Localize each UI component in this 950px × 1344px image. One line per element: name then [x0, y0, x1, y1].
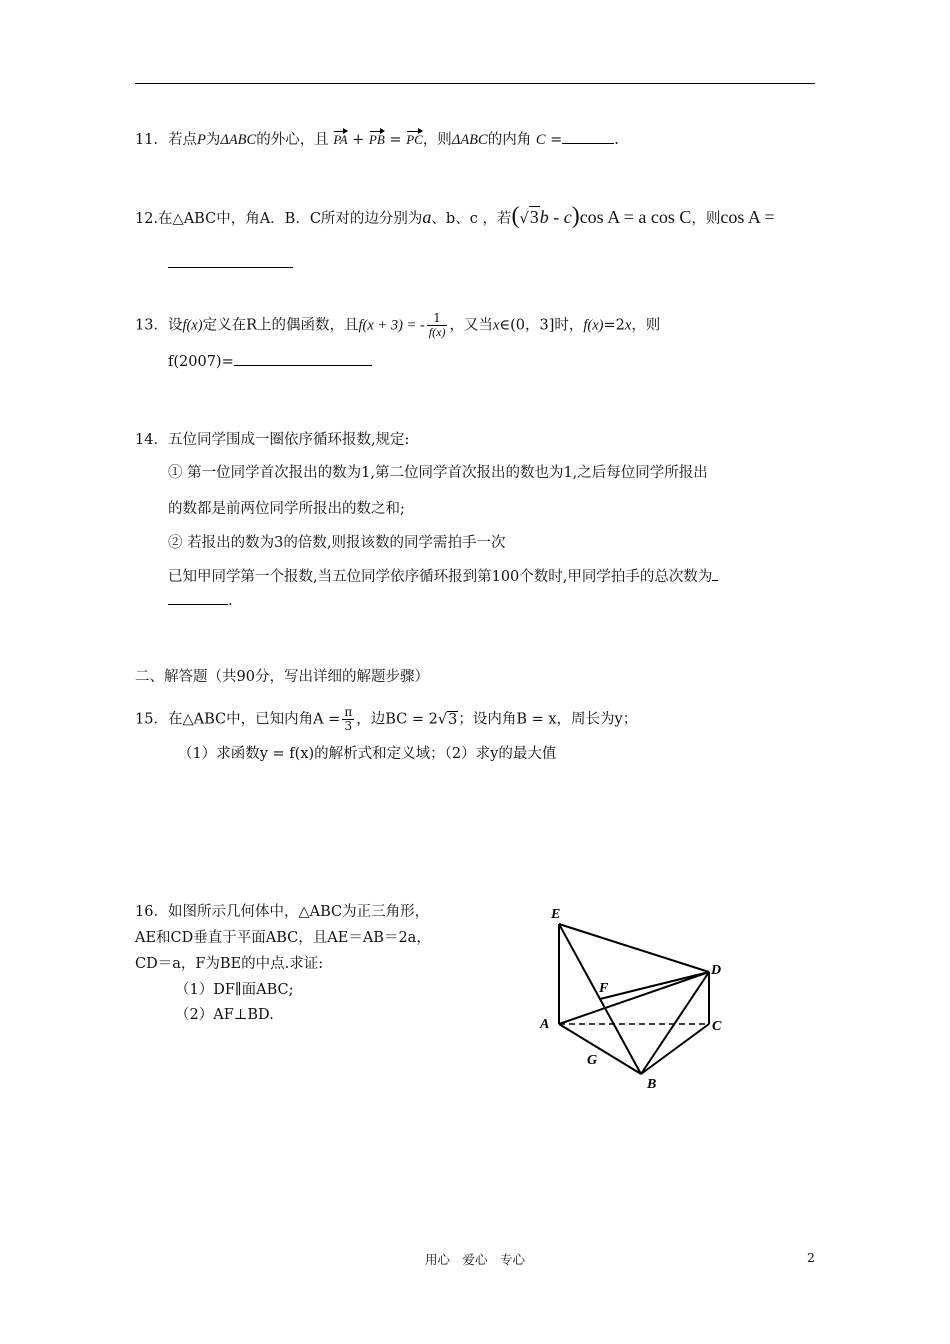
- q14-answer-line: .: [168, 592, 233, 609]
- label-g: G: [587, 1053, 598, 1068]
- vector-pa: PA: [333, 129, 347, 148]
- vector-pb: PB: [369, 129, 385, 148]
- answer-blank-13[interactable]: [234, 353, 372, 366]
- label-e: E: [551, 907, 561, 922]
- q14-rule-1-cont: 的数都是前两位同学所报出的数之和;: [168, 501, 405, 517]
- q14-question: 已知甲同学第一个报数,当五位同学依序循环报到第100个数时,甲同学拍手的总次数为: [168, 565, 718, 586]
- label-b: B: [647, 1077, 657, 1092]
- question-12: 12.在△ABC中，角A．B．C所对的边分别为a、b、c ，若(√3b - c)cos A = a cos C，则cos A =: [135, 203, 775, 229]
- answer-blank-11[interactable]: [562, 131, 614, 144]
- figure-edges: [559, 924, 709, 1074]
- header-rule: [135, 83, 815, 84]
- q16-proof-2: （2）AF⊥BD.: [175, 1007, 274, 1023]
- q14-rule-2: ② 若报出的数为3的倍数,则报该数的同学需拍手一次: [168, 535, 506, 551]
- q14-rule-1: ① 第一位同学首次报出的数为1,第二位同学首次报出的数也为1,之后每位同学所报出: [168, 465, 708, 481]
- question-14: 14．五位同学围成一圈依序循环报数,规定:: [135, 432, 410, 448]
- footer-motto: 用心 爱心 专心: [424, 1252, 525, 1267]
- label-d: D: [711, 963, 722, 978]
- page-number: 2: [807, 1250, 815, 1265]
- answer-blank-12[interactable]: [168, 255, 293, 268]
- q16-line-3: CD＝a，F为BE的中点.求证:: [135, 956, 324, 972]
- geometry-figure: [535, 900, 735, 1095]
- label-a: A: [540, 1017, 550, 1032]
- question-16: 16．如图所示几何体中，△ABC为正三角形，: [135, 904, 430, 920]
- q13-fraction: $\frac{1}{f(x)}$: [428, 311, 446, 339]
- answer-blank-14[interactable]: [168, 592, 228, 605]
- vector-pc: PC: [406, 129, 423, 148]
- q12-condition-formula: cos A = a cos C: [579, 207, 692, 227]
- question-11: 11．若点P为ΔABC的外心，且 PA + PB = PC，则ΔABC的内角 C = .: [135, 128, 619, 149]
- label-c: C: [712, 1019, 722, 1034]
- label-f: F: [599, 981, 609, 996]
- q16-line-2: AE和CD垂直于平面ABC，且AE＝AB＝2a，: [135, 930, 431, 946]
- question-13: 13．设f(x)定义在R上的偶函数，且f(x + 3) = - $\frac{1}{f(x)}$ ，又当x∈(0，3]时，f(x)=2x，则: [135, 311, 661, 339]
- q11-number: 11．: [135, 132, 168, 148]
- q16-proof-1: （1）DF∥面ABC;: [175, 982, 294, 998]
- q15-subquestions: （1）求函数y = f(x)的解析式和定义域；（2）求y的最大值: [178, 746, 557, 762]
- q13-answer-line: f(2007)=: [168, 353, 372, 370]
- section-heading: 二、解答题（共90分，写出详细的解题步骤）: [135, 669, 429, 685]
- pi-over-3: $\frac{\pi}{3}$: [344, 705, 353, 733]
- q12-answer-line: [168, 255, 293, 272]
- question-15: 15．在△ABC中，已知内角A = $\frac{\pi}{3}$ ，边BC = 2√3；设内角B = x，周长为y；: [135, 705, 638, 733]
